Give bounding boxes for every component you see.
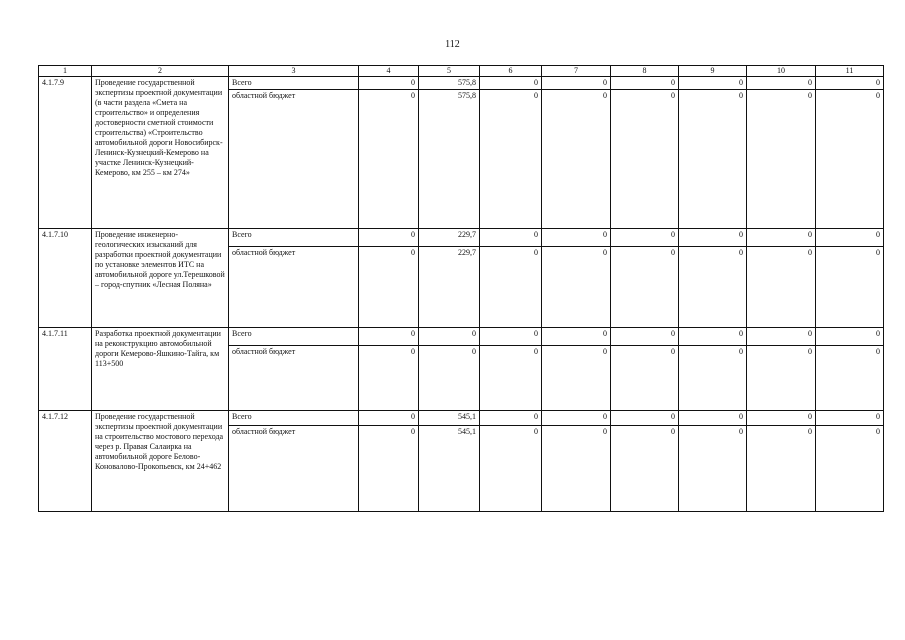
value-cell: 0 bbox=[480, 426, 542, 512]
value-cell: 0 bbox=[480, 328, 542, 346]
value-cell: 0 bbox=[611, 77, 679, 90]
value-cell: 0 bbox=[359, 328, 419, 346]
value-cell: 0 bbox=[480, 229, 542, 247]
value-cell: 0 bbox=[611, 229, 679, 247]
value-cell: 0 bbox=[816, 90, 884, 229]
value-cell: 0 bbox=[747, 77, 816, 90]
item-name: Проведение государственной экспертизы проектной документации (в части раздела «Смета на строительство» и определения достоверности сметной стоимости строительства) «Строительство автомобильной дороги Новосибирск-Ленинск-Кузнецкий-Кемерово на участке Ленинск-Кузнецкий-Кемерово, км 255 – км 274» bbox=[92, 77, 229, 229]
value-cell: 0 bbox=[611, 426, 679, 512]
value-cell: 0 bbox=[359, 426, 419, 512]
value-cell: 0 bbox=[480, 247, 542, 328]
value-cell: 0 bbox=[816, 328, 884, 346]
value-cell: 0 bbox=[679, 77, 747, 90]
value-cell: 0 bbox=[611, 346, 679, 411]
value-cell: 0 bbox=[679, 411, 747, 426]
value-cell: 0 bbox=[480, 77, 542, 90]
funding-source: Всего bbox=[229, 411, 359, 426]
header-cell: 11 bbox=[816, 66, 884, 77]
value-cell: 0 bbox=[747, 328, 816, 346]
table-row-total bbox=[39, 77, 884, 90]
value-cell: 0 bbox=[816, 247, 884, 328]
value-cell: 0 bbox=[359, 90, 419, 229]
value-cell: 0 bbox=[679, 90, 747, 229]
value-cell: 0 bbox=[679, 346, 747, 411]
value-cell: 575,8 bbox=[419, 77, 480, 90]
value-cell: 0 bbox=[359, 411, 419, 426]
funding-source: Всего bbox=[229, 229, 359, 247]
funding-source: областной бюджет bbox=[229, 90, 359, 229]
value-cell: 0 bbox=[480, 411, 542, 426]
item-name: Разработка проектной документации на реконструкцию автомобильной дороги Кемерово-Яшкино-Тайга, км 113+500 bbox=[92, 328, 229, 411]
table-row-total bbox=[39, 328, 884, 346]
value-cell: 0 bbox=[747, 411, 816, 426]
value-cell: 0 bbox=[359, 77, 419, 90]
funding-source: областной бюджет bbox=[229, 247, 359, 328]
value-cell: 0 bbox=[359, 247, 419, 328]
value-cell: 0 bbox=[747, 346, 816, 411]
header-row bbox=[39, 66, 884, 77]
value-cell: 0 bbox=[816, 346, 884, 411]
item-code: 4.1.7.9 bbox=[39, 77, 92, 229]
value-cell: 0 bbox=[611, 247, 679, 328]
value-cell: 0 bbox=[679, 229, 747, 247]
value-cell: 0 bbox=[747, 229, 816, 247]
value-cell: 575,8 bbox=[419, 90, 480, 229]
funding-source: областной бюджет bbox=[229, 346, 359, 411]
header-cell: 9 bbox=[679, 66, 747, 77]
value-cell: 0 bbox=[480, 346, 542, 411]
value-cell: 0 bbox=[747, 247, 816, 328]
value-cell: 0 bbox=[816, 426, 884, 512]
value-cell: 0 bbox=[542, 77, 611, 90]
value-cell: 0 bbox=[611, 328, 679, 346]
header-cell: 2 bbox=[92, 66, 229, 77]
value-cell: 0 bbox=[679, 328, 747, 346]
value-cell: 0 bbox=[542, 346, 611, 411]
header-cell: 6 bbox=[480, 66, 542, 77]
value-cell: 0 bbox=[679, 247, 747, 328]
table-row-total bbox=[39, 411, 884, 426]
value-cell: 0 bbox=[747, 90, 816, 229]
value-cell: 0 bbox=[542, 426, 611, 512]
value-cell: 0 bbox=[542, 90, 611, 229]
item-code: 4.1.7.10 bbox=[39, 229, 92, 328]
value-cell: 0 bbox=[679, 426, 747, 512]
funding-source: Всего bbox=[229, 328, 359, 346]
value-cell: 0 bbox=[359, 346, 419, 411]
header-cell: 10 bbox=[747, 66, 816, 77]
header-cell: 7 bbox=[542, 66, 611, 77]
value-cell: 229,7 bbox=[419, 247, 480, 328]
item-name: Проведение инженерно-геологических изысканий для разработки проектной документации по установке элементов ИТС на автомобильной дороге ул.Терешковой – город-спутник «Лесная Поляна» bbox=[92, 229, 229, 328]
header-cell: 8 bbox=[611, 66, 679, 77]
value-cell: 0 bbox=[611, 411, 679, 426]
value-cell: 0 bbox=[816, 77, 884, 90]
header-cell: 3 bbox=[229, 66, 359, 77]
value-cell: 545,1 bbox=[419, 411, 480, 426]
value-cell: 545,1 bbox=[419, 426, 480, 512]
value-cell: 0 bbox=[480, 90, 542, 229]
value-cell: 229,7 bbox=[419, 229, 480, 247]
item-code: 4.1.7.11 bbox=[39, 328, 92, 411]
funding-source: Всего bbox=[229, 77, 359, 90]
funding-source: областной бюджет bbox=[229, 426, 359, 512]
item-name: Проведение государственной экспертизы проектной документации на строительство мостового перехода через р. Правая Салаирка на автомобильной дороге Белово-Коновалово-Прокопьевск, км 24+462 bbox=[92, 411, 229, 512]
table-row-total bbox=[39, 229, 884, 247]
value-cell: 0 bbox=[816, 229, 884, 247]
budget-table bbox=[38, 65, 884, 512]
value-cell: 0 bbox=[611, 90, 679, 229]
value-cell: 0 bbox=[816, 411, 884, 426]
header-cell: 5 bbox=[419, 66, 480, 77]
header-cell: 1 bbox=[39, 66, 92, 77]
value-cell: 0 bbox=[419, 346, 480, 411]
value-cell: 0 bbox=[542, 247, 611, 328]
page-number: 112 bbox=[445, 39, 460, 50]
value-cell: 0 bbox=[542, 411, 611, 426]
value-cell: 0 bbox=[542, 328, 611, 346]
header-cell: 4 bbox=[359, 66, 419, 77]
value-cell: 0 bbox=[419, 328, 480, 346]
value-cell: 0 bbox=[747, 426, 816, 512]
value-cell: 0 bbox=[359, 229, 419, 247]
value-cell: 0 bbox=[542, 229, 611, 247]
item-code: 4.1.7.12 bbox=[39, 411, 92, 512]
